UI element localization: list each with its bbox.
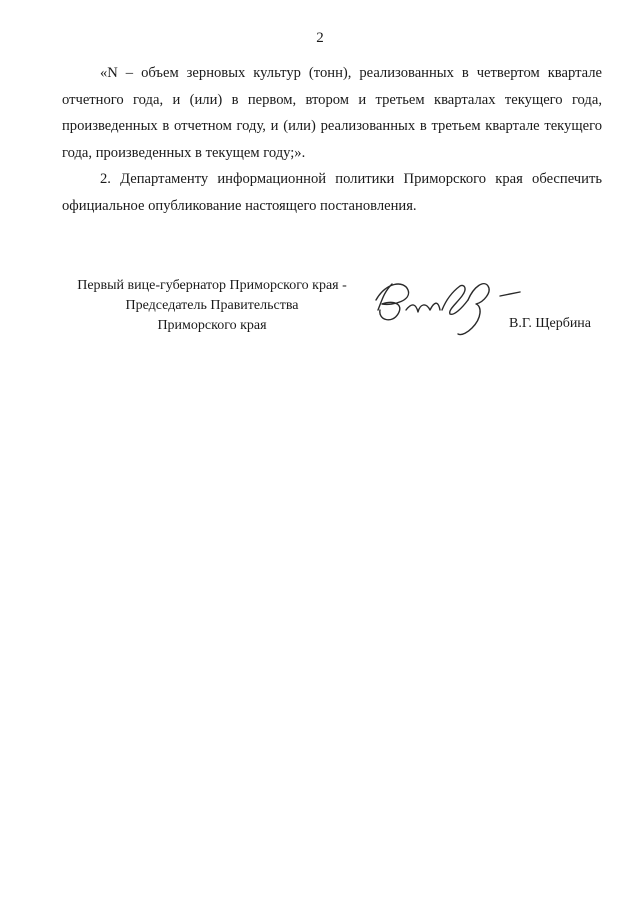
paragraph-definition-n: «N – объем зерновых культур (тонн), реализованных в четвертом квартале отчетного года, и (или) в первом, втором и третьем кварталах текущего года, произведенных в отчетном году, и (или) реализованных в третьем квартале текущего года, произведенных в текущем году;». [62, 65, 602, 161]
signer-name: В.Г. Щербина [509, 316, 592, 331]
paragraph-publication-order: 2. Департаменту информационной политики Приморского края обеспечить официальное опубликование настоящего постановления. [62, 171, 602, 214]
position-line-1: Первый вице-губернатор Приморского края - [77, 278, 347, 293]
handwritten-signature [364, 270, 524, 342]
signatory-position [62, 276, 362, 336]
position-line-3: Приморского края [157, 318, 267, 333]
page-number: 2 [316, 30, 324, 46]
position-line-2: Председатель Правительства [125, 298, 299, 313]
document-body [62, 60, 602, 219]
